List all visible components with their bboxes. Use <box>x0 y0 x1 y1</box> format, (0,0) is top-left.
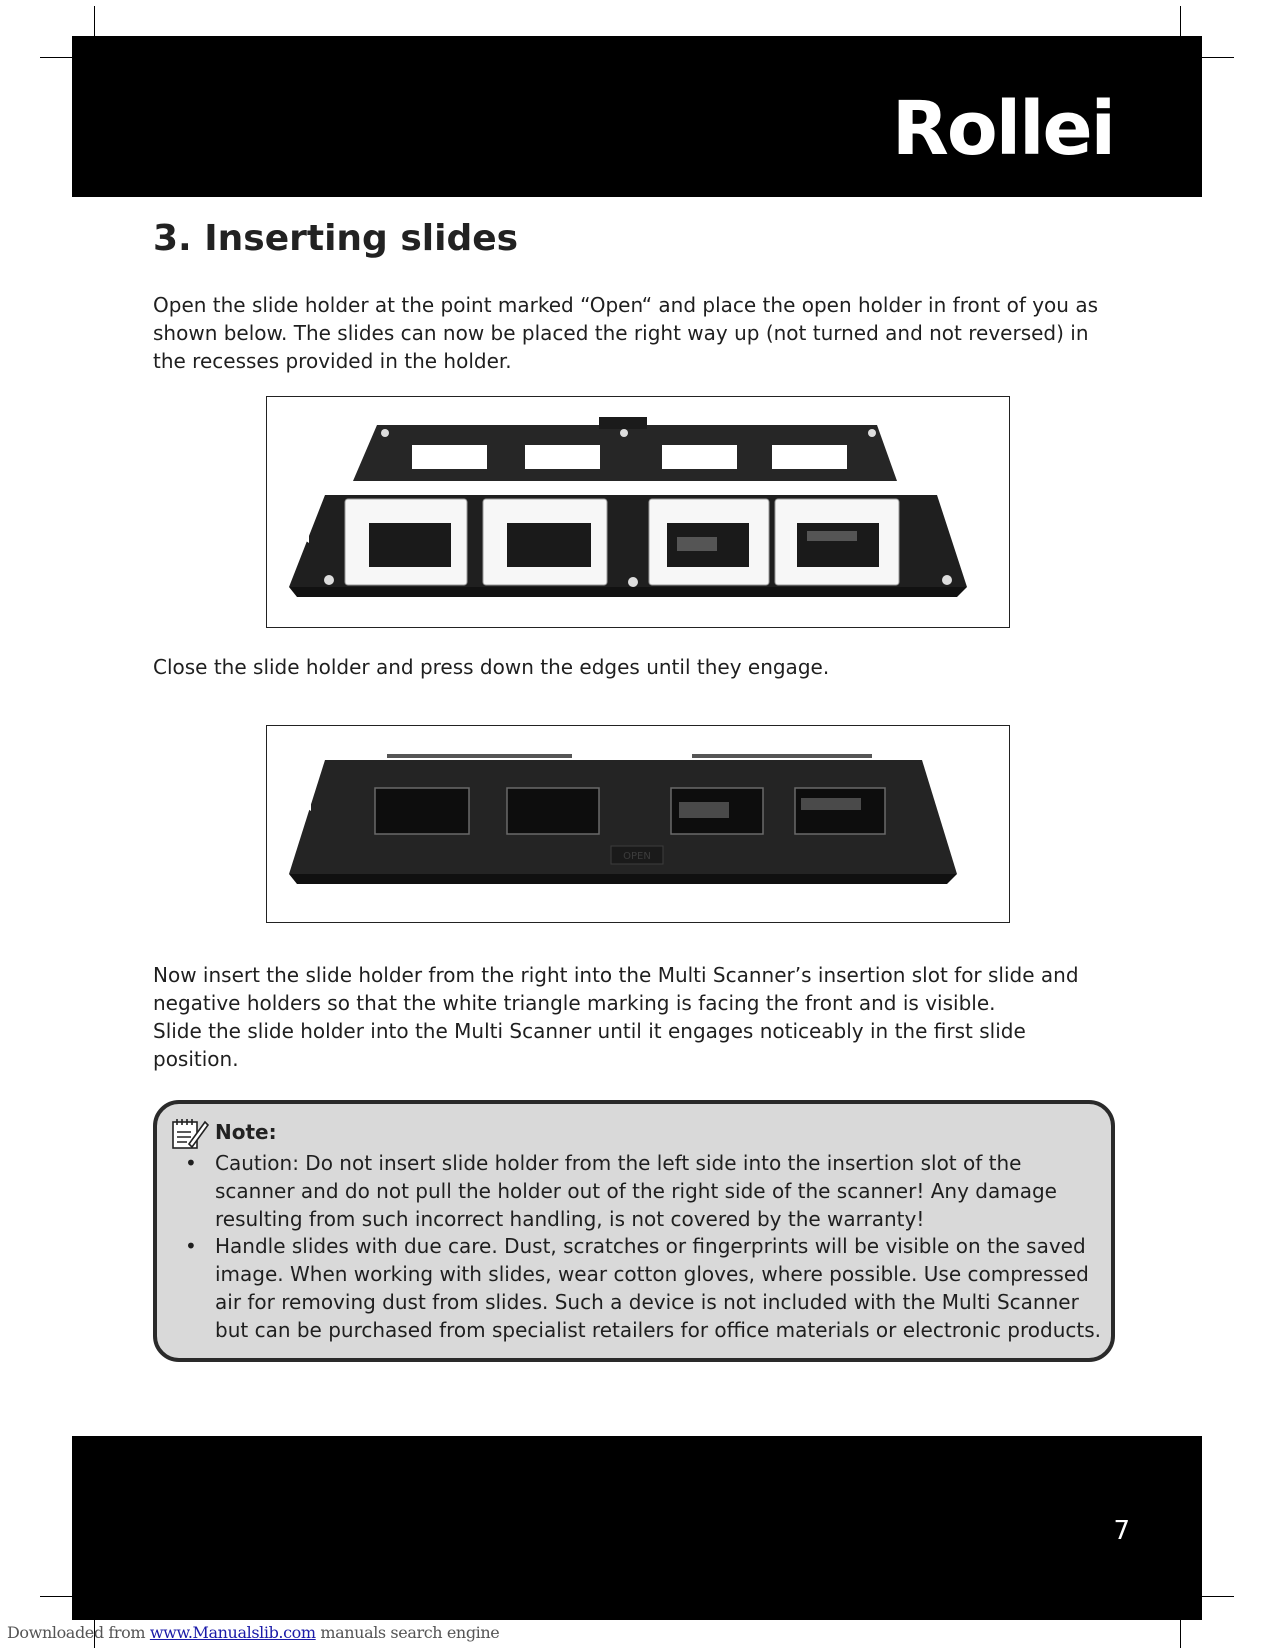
open-label: OPEN <box>623 851 651 862</box>
notepad-pencil-icon <box>169 1114 209 1152</box>
footer-prefix: Downloaded from <box>7 1623 146 1642</box>
bullet: • <box>185 1151 197 1175</box>
note-item <box>185 1233 1105 1344</box>
manualslib-link[interactable]: www.Manualslib.com <box>149 1623 316 1642</box>
instruction-close-holder: Close the slide holder and press down the edges until they engage. <box>153 655 830 679</box>
note-item <box>185 1150 1105 1233</box>
open-slide-holder-photo <box>266 396 1010 628</box>
page-number: 7 <box>1113 1516 1130 1546</box>
closed-slide-holder-illustration <box>267 726 1009 922</box>
note-list <box>185 1150 1105 1345</box>
footer-band <box>72 1436 1202 1620</box>
instruction-insert-holder <box>153 961 1113 1073</box>
instruction-insert-line-2: Slide the slide holder into the Multi Scanner until it engages noticeably in the first slide position. <box>153 1019 1026 1071</box>
footer-suffix: manuals search engine <box>320 1623 500 1642</box>
open-slide-holder-illustration <box>267 397 1009 627</box>
note-title: Note: <box>215 1120 277 1144</box>
note-item-text: Caution: Do not insert slide holder from the left side into the insertion slot of the scanner and do not pull the holder out of the right side of the scanner! Any damage resulting from such incorrect handling, is not covered by the warranty! <box>215 1151 1057 1231</box>
header-band <box>72 36 1202 197</box>
note-box <box>153 1100 1115 1362</box>
instruction-open-holder: Open the slide holder at the point marked “Open“ and place the open holder in front of you as shown below. The slides can now be placed the right way up (not turned and not reversed) in the recesses provided in the holder. <box>153 293 1098 373</box>
instruction-insert-line-1: Now insert the slide holder from the right into the Multi Scanner’s insertion slot for slide and negative holders so that the white triangle marking is facing the front and is visible. <box>153 963 1079 1015</box>
brand-logo: Rollei <box>891 86 1114 172</box>
note-item-text: Handle slides with due care. Dust, scratches or fingerprints will be visible on the saved image. When working with slides, wear cotton gloves, where possible. Use compressed air for removing dust from slides. Such a device is not included with the Multi Scanner but can be purchased from specialist retailers for office materials or electronic products. <box>215 1234 1102 1342</box>
download-footer <box>7 1623 499 1642</box>
bullet: • <box>185 1234 197 1259</box>
section-title: 3. Inserting slides <box>153 218 519 259</box>
closed-slide-holder-photo <box>266 725 1010 923</box>
